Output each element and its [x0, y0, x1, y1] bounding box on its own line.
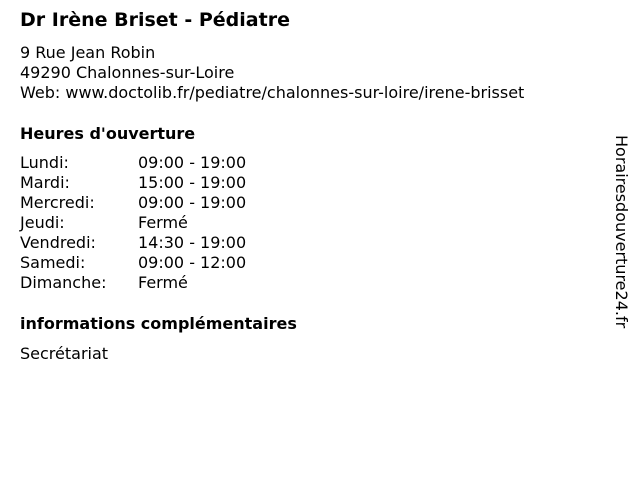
hours-time: 15:00 - 19:00	[138, 173, 247, 192]
site-brand-vertical: Horairesdouverture24.fr	[612, 135, 631, 329]
address-web: Web: www.doctolib.fr/pediatre/chalonnes-sur-loire/irene-brisset	[20, 83, 525, 102]
page-title: Dr Irène Briset - Pédiatre	[20, 9, 290, 31]
address-city: 49290 Chalonnes-sur-Loire	[20, 63, 235, 82]
hours-time: 14:30 - 19:00	[138, 233, 247, 252]
hours-day: Vendredi:	[20, 233, 96, 252]
additional-info-text: Secrétariat	[20, 344, 109, 363]
hours-time: 09:00 - 19:00	[138, 193, 247, 212]
hours-day: Jeudi:	[20, 213, 65, 232]
hours-day: Mercredi:	[20, 193, 95, 212]
hours-day: Lundi:	[20, 153, 69, 172]
address-street: 9 Rue Jean Robin	[20, 43, 156, 62]
hours-day: Dimanche:	[20, 273, 107, 292]
hours-time: 09:00 - 19:00	[138, 153, 247, 172]
hours-day: Mardi:	[20, 173, 70, 192]
hours-time: Fermé	[138, 213, 188, 232]
hours-day: Samedi:	[20, 253, 86, 272]
address-block	[20, 43, 524, 103]
hours-time: 09:00 - 12:00	[138, 253, 247, 272]
additional-info-heading: informations complémentaires	[20, 314, 297, 333]
hours-time: Fermé	[138, 273, 188, 292]
opening-hours-heading: Heures d'ouverture	[20, 124, 196, 143]
